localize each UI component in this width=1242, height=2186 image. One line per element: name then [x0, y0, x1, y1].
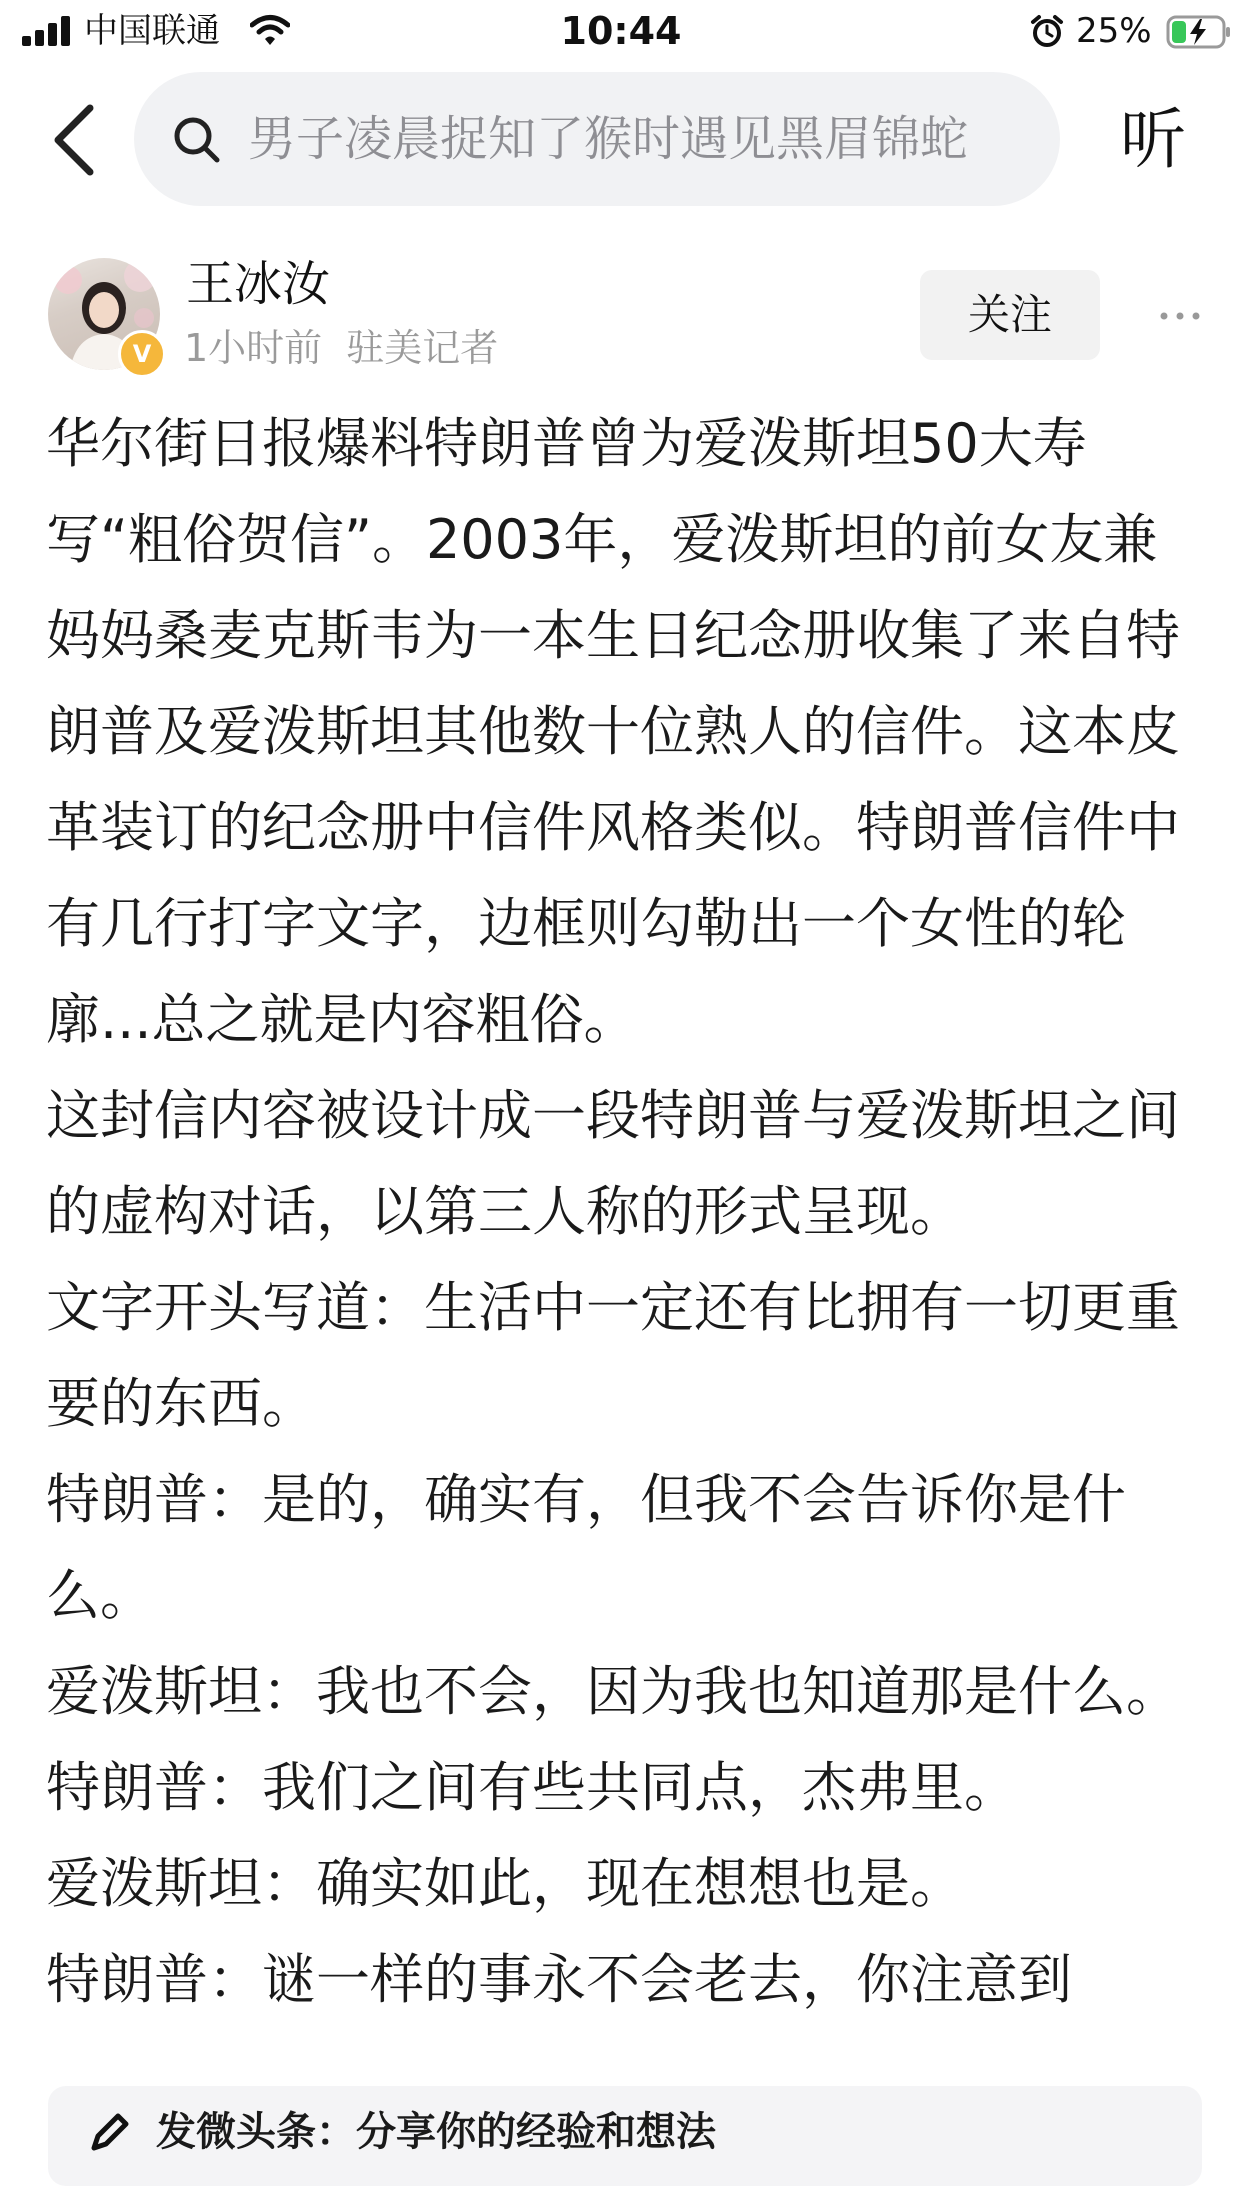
battery-percent: 25% [1076, 11, 1152, 51]
author-meta [184, 322, 498, 374]
clock: 10:44 [560, 9, 682, 53]
search-text: 男子凌晨捉知了猴时遇见黑眉锦蛇 [248, 111, 969, 167]
pen-icon [84, 2108, 132, 2156]
article-paragraph: 特朗普：谜一样的事永不会老去，你注意到 [46, 1948, 1072, 2011]
article-paragraph: 特朗普：我们之间有些共同点，杰弗里。 [46, 1756, 1018, 1819]
article-paragraph: 爱泼斯坦：我也不会，因为我也知道那是什么。 [46, 1660, 1180, 1723]
search-icon [172, 115, 222, 165]
carrier-name: 中国联通 [84, 11, 220, 51]
article-paragraph: 华尔街日报爆料特朗普曾为爱泼斯坦50大寿写“粗俗贺信”。2003年，爱泼斯坦的前女友兼妈妈桑麦克斯韦为一本生日纪念册收集了来自特朗普及爱泼斯坦其他数十位熟人的信件。这本皮革装订的纪念册中信件风格类似。特朗普信件中有几行打字文字，边框则勾勒出一个女性的轮廓...总之就是内容粗俗。 [46, 412, 1180, 1051]
alarm-icon [1030, 14, 1064, 48]
article-paragraph: 爱泼斯坦：确实如此，现在想想也是。 [46, 1852, 964, 1915]
post-time: 1小时前 [184, 326, 323, 370]
author-role: 驻美记者 [346, 326, 499, 370]
status-bar [0, 0, 1242, 62]
author-name[interactable]: 王冰汝 [186, 256, 331, 312]
follow-button[interactable]: 关注 [920, 270, 1100, 360]
battery-charging-icon [1166, 15, 1232, 49]
back-button[interactable] [44, 100, 108, 180]
search-input[interactable] [134, 72, 1060, 206]
article-paragraph: 特朗普：是的，确实有，但我不会告诉你是什么。 [46, 1468, 1126, 1627]
more-options-icon[interactable] [1156, 296, 1204, 336]
post-update-placeholder: 发微头条：分享你的经验和想法 [156, 2109, 716, 2155]
article-body [46, 396, 1206, 2048]
post-update-input[interactable] [48, 2086, 1202, 2186]
article-paragraph: 这封信内容被设计成一段特朗普与爱泼斯坦之间的虚构对话，以第三人称的形式呈现。 [46, 1084, 1180, 1243]
listen-button[interactable]: 听 [1120, 101, 1186, 178]
article-paragraph: 文字开头写道：生活中一定还有比拥有一切更重要的东西。 [46, 1276, 1180, 1435]
verified-badge: V [118, 330, 166, 378]
